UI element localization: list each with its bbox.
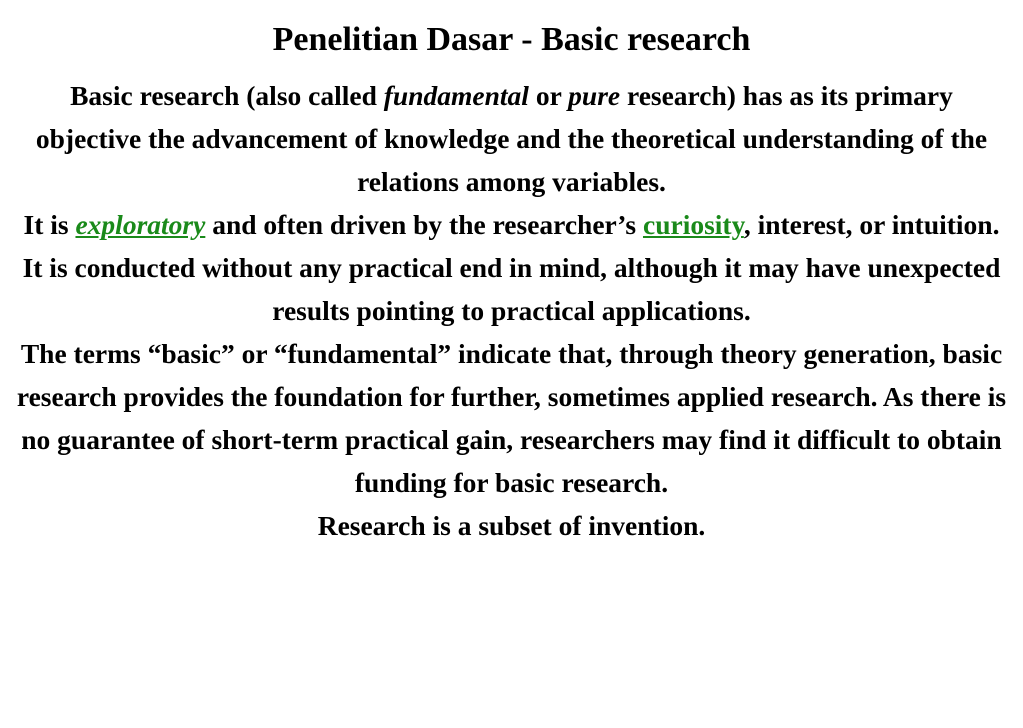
text-segment: or: [528, 80, 569, 111]
paragraph-exploratory: [14, 203, 1009, 332]
slide-title: Penelitian Dasar - Basic research: [272, 21, 751, 58]
exploratory-link[interactable]: exploratory: [75, 209, 206, 240]
paragraph-invention: Research is a subset of invention.: [317, 510, 706, 541]
term-fundamental: fundamental: [383, 80, 529, 111]
paragraph-terms: The terms “basic” or “fundamental” indicate that, through theory generation, basic research provides the foundation for further, sometimes applied research. As there is no guarantee of short-term practical gain, researchers may find it difficult to obtain funding for basic research.: [16, 338, 1007, 498]
text-segment: , interest, or intuition. It is conducted without any practical end in mind, although it may have unexpected results pointing to practical applications.: [22, 209, 1001, 326]
text-segment: Basic research (also called: [70, 80, 384, 111]
slide-body: [14, 74, 1009, 547]
curiosity-link[interactable]: curiosity: [642, 209, 744, 240]
text-segment: research) has as its primary objective the advancement of knowledge and the theoretical understanding of the relations among variables.: [35, 80, 988, 197]
text-segment: It is: [23, 209, 76, 240]
text-segment: and often driven by the researcher’s: [205, 209, 643, 240]
term-pure: pure: [568, 80, 621, 111]
paragraph-definition: [14, 74, 1009, 203]
